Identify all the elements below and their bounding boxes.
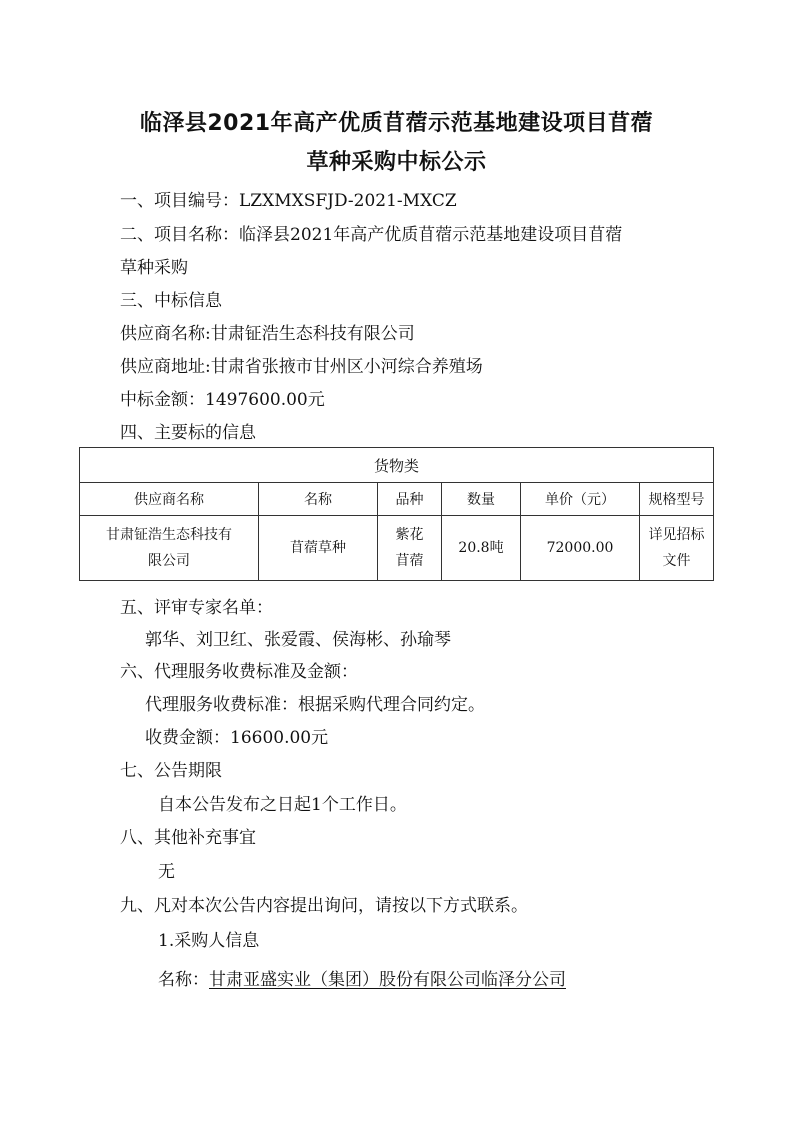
other-heading: 八、其他补充事宜 bbox=[120, 828, 256, 848]
cell-quantity: 20.8吨 bbox=[442, 516, 521, 581]
purchaser-heading: 1.采购人信息 bbox=[158, 931, 260, 951]
col-header-variety: 品种 bbox=[378, 483, 442, 516]
bid-amount: 中标金额：1497600.00元 bbox=[120, 390, 325, 410]
page-title-line1: 临泽县2021年高产优质苜蓿示范基地建设项目苜蓿 bbox=[139, 111, 654, 136]
cell-variety-line2: 苜蓿 bbox=[395, 553, 424, 569]
table-header-row bbox=[80, 483, 714, 516]
contact-heading: 九、凡对本次公告内容提出询问，请按以下方式联系。 bbox=[120, 896, 528, 916]
agency-heading: 六、代理服务收费标准及金额： bbox=[120, 662, 358, 682]
experts-heading: 五、评审专家名单： bbox=[120, 598, 273, 618]
cell-unit-price: 72000.00 bbox=[521, 516, 640, 581]
table-category: 货物类 bbox=[80, 448, 714, 483]
cell-supplier-line2: 限公司 bbox=[148, 553, 190, 569]
col-header-name: 名称 bbox=[259, 483, 378, 516]
purchaser-name: 甘肃亚盛实业（集团）股份有限公司临泽分公司 bbox=[209, 970, 566, 990]
main-target-heading: 四、主要标的信息 bbox=[120, 423, 256, 443]
experts-list: 郭华、刘卫红、张爱霞、侯海彬、孙瑜琴 bbox=[145, 630, 451, 650]
other-text: 无 bbox=[158, 862, 175, 882]
cell-variety-line1: 紫花 bbox=[395, 527, 424, 543]
goods-table bbox=[79, 447, 714, 581]
project-name-line1: 二、项目名称：临泽县2021年高产优质苜蓿示范基地建设项目苜蓿 bbox=[120, 225, 623, 245]
project-number: 一、项目编号：LZXMXSFJD-2021-MXCZ bbox=[120, 191, 457, 211]
agency-fee: 收费金额：16600.00元 bbox=[145, 728, 329, 748]
col-header-supplier: 供应商名称 bbox=[80, 483, 259, 516]
period-heading: 七、公告期限 bbox=[120, 761, 222, 781]
cell-variety bbox=[378, 516, 442, 581]
col-header-unit-price: 单价（元） bbox=[521, 483, 640, 516]
col-header-spec: 规格型号 bbox=[640, 483, 714, 516]
purchaser-label: 名称： bbox=[158, 970, 209, 990]
project-name-line2: 草种采购 bbox=[120, 258, 188, 278]
bid-info-heading: 三、中标信息 bbox=[120, 291, 222, 311]
agency-standard: 代理服务收费标准：根据采购代理合同约定。 bbox=[145, 695, 485, 715]
col-header-quantity: 数量 bbox=[442, 483, 521, 516]
purchaser-line bbox=[158, 968, 566, 992]
cell-name: 苜蓿草种 bbox=[259, 516, 378, 581]
cell-supplier-line1: 甘肃钲浩生态科技有 bbox=[106, 527, 232, 543]
supplier-address: 供应商地址:甘肃省张掖市甘州区小河综合养殖场 bbox=[120, 357, 483, 377]
cell-spec: 详见招标文件 bbox=[640, 516, 714, 581]
cell-supplier bbox=[80, 516, 259, 581]
period-text: 自本公告发布之日起1个工作日。 bbox=[158, 795, 407, 815]
table-row bbox=[80, 516, 714, 581]
page-title-line2: 草种采购中标公示 bbox=[306, 150, 487, 175]
supplier-name: 供应商名称:甘肃钲浩生态科技有限公司 bbox=[120, 324, 415, 344]
